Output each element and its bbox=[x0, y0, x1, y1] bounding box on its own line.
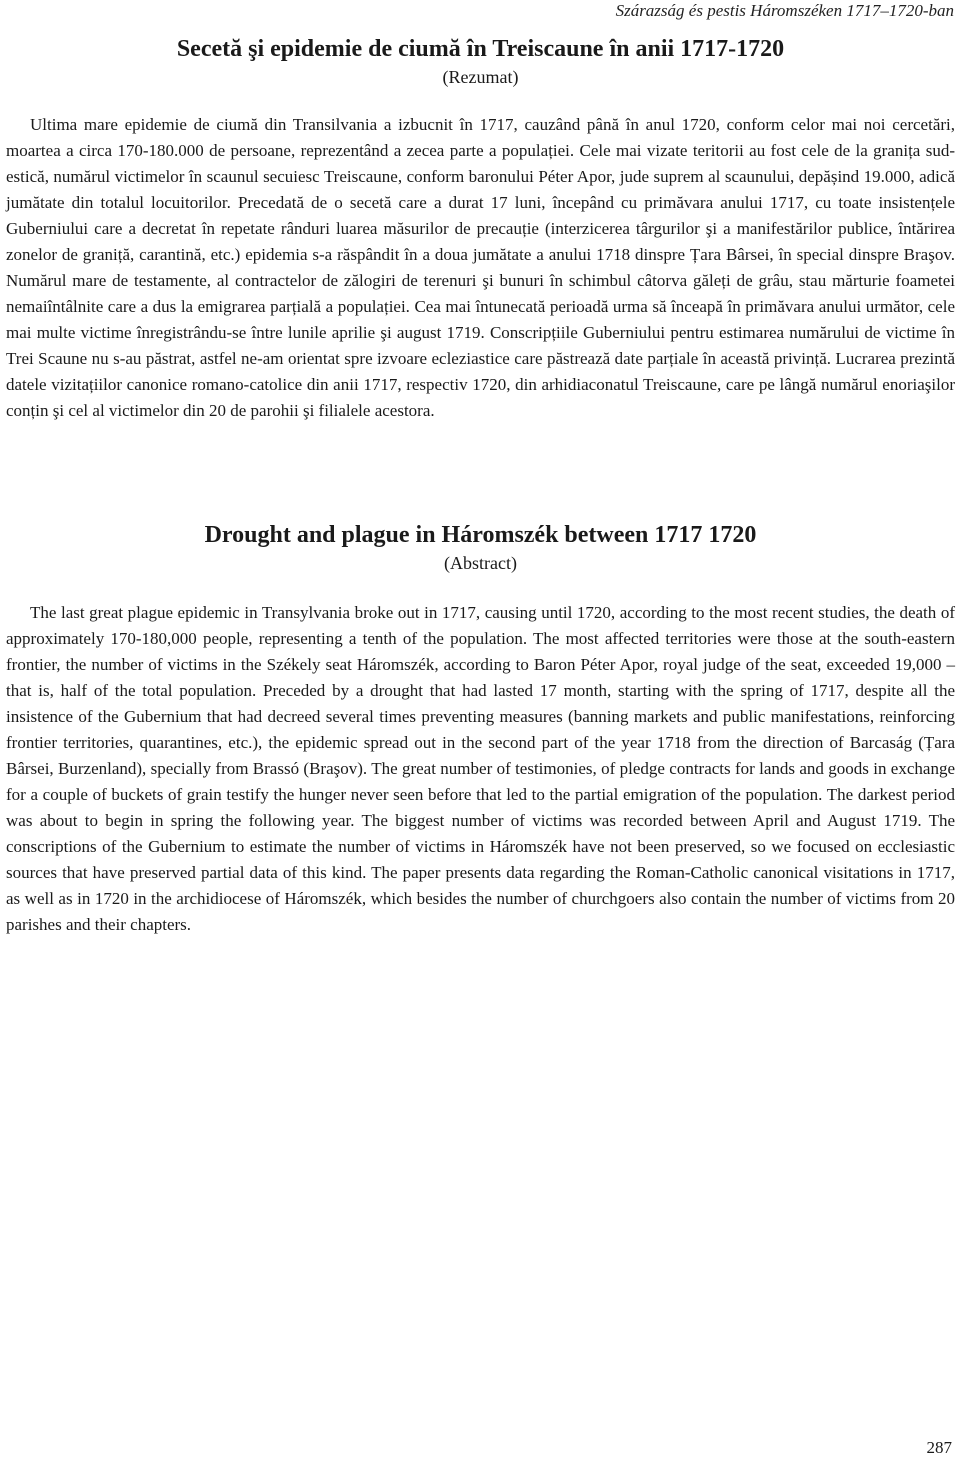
english-abstract-text: The last great plague epidemic in Transylvania broke out in 1717, causing until 1720, according to the most recent studies, the death of approximately 170-180,000 people, representing a tenth of the population. The most affected territories were those at the south-eastern frontier, the number of victims in the Székely seat Háromszék, according to Baron Péter Apor, royal judge of the seat, exceeded 19,000 – that is, half of the total population. Preceded by a drought that had lasted 17 month, starting with the spring of 1717, despite all the insistence of the Gubernium that had decreed several times preventing measures (banning markets and public manifestations, reinforcing frontier territories, quarantines, etc.), the epidemic spread out in the second part of the year 1718 from the direction of Barcaság (Țara Bârsei, Burzenland), specially from Brassó (Braşov). The great number of testimonies, of pledge contracts for lands and goods in exchange for a couple of buckets of grain testify the hunger never seen before that led to the partial emigration of the population. The darkest period was about to begin in spring the following year. The biggest number of victims was recorded between April and August 1719. The conscriptions of the Gubernium to estimate the number of victims in Háromszék have not been preserved, so we focused on ecclesiastic sources that have preserved partial data of this kind. The paper presents data regarding the Roman-Catholic canonical visitations in 1717, as well as in 1720 in the archidiocese of Háromszék, which besides the number of churchgoers also contain the number of victims from 20 parishes and their chapters. bbox=[6, 603, 955, 934]
romanian-summary-section bbox=[6, 34, 955, 424]
romanian-title: Secetă şi epidemie de ciumă în Treiscaune în anii 1717-1720 bbox=[176, 36, 785, 62]
page-number: 287 bbox=[926, 1438, 952, 1457]
english-subtitle: (Abstract) bbox=[444, 553, 517, 573]
romanian-summary-text: Ultima mare epidemie de ciumă din Transilvania a izbucnit în 1717, cauzând până în anul 1720, conform celor mai noi cercetări, moartea a circa 170-180.000 de persoane, reprezentând a zecea parte a populației. Cele mai vizate teritorii au fost cele de la granița sud-estică, numărul victimelor în scaunul secuiesc Treiscaune, conform baronului Péter Apor, jude suprem al scaunului, depășind 19.000, adică jumătate din totalul locuitorilor. Precedată de o secetă care a durat 17 luni, începând cu primăvara anului 1717, cu toate insistențele Guberniului care a decretat în repetate rânduri luarea măsurilor de precauție (interzicerea târgurilor şi a manifestărilor publice, întărirea zonelor de graniță, carantină, etc.) epidemia s-a răspândit în a doua jumătate a anului 1718 dinspre Țara Bârsei, în special dinspre Braşov. Numărul mare de testamente, al contractelor de zălogiri de terenuri şi bunuri în schimbul câtorva găleți de grâu, stau mărturie foametei nemaiîntâlnite care a dus la emigrarea parțială a populației. Cea mai întunecată perioadă urma să înceapă în primăvara anului următor, cele mai multe victime înregistrându-se între lunile aprilie şi august 1719. Conscripțiile Guberniului pentru estimarea numărului de victime în Trei Scaune nu s-au păstrat, astfel ne-am orientat spre izvoare ecleziastice care păstrează date parțiale în această privință. Lucrarea prezintă datele vizitațiilor canonice romano-catolice din anii 1717, respectiv 1720, din arhidiaconatul Treiscaune, care pe lângă numărul enoriaşilor conțin şi cel al victimelor din 20 de parohii şi filialele acestora. bbox=[6, 115, 955, 420]
romanian-subtitle: (Rezumat) bbox=[442, 67, 519, 87]
running-header: Szárazság és pestis Háromszéken 1717–1720-ban bbox=[615, 1, 954, 20]
english-title: Drought and plague in Háromszék between 1717 1720 bbox=[204, 522, 757, 548]
english-abstract-section bbox=[6, 520, 955, 938]
